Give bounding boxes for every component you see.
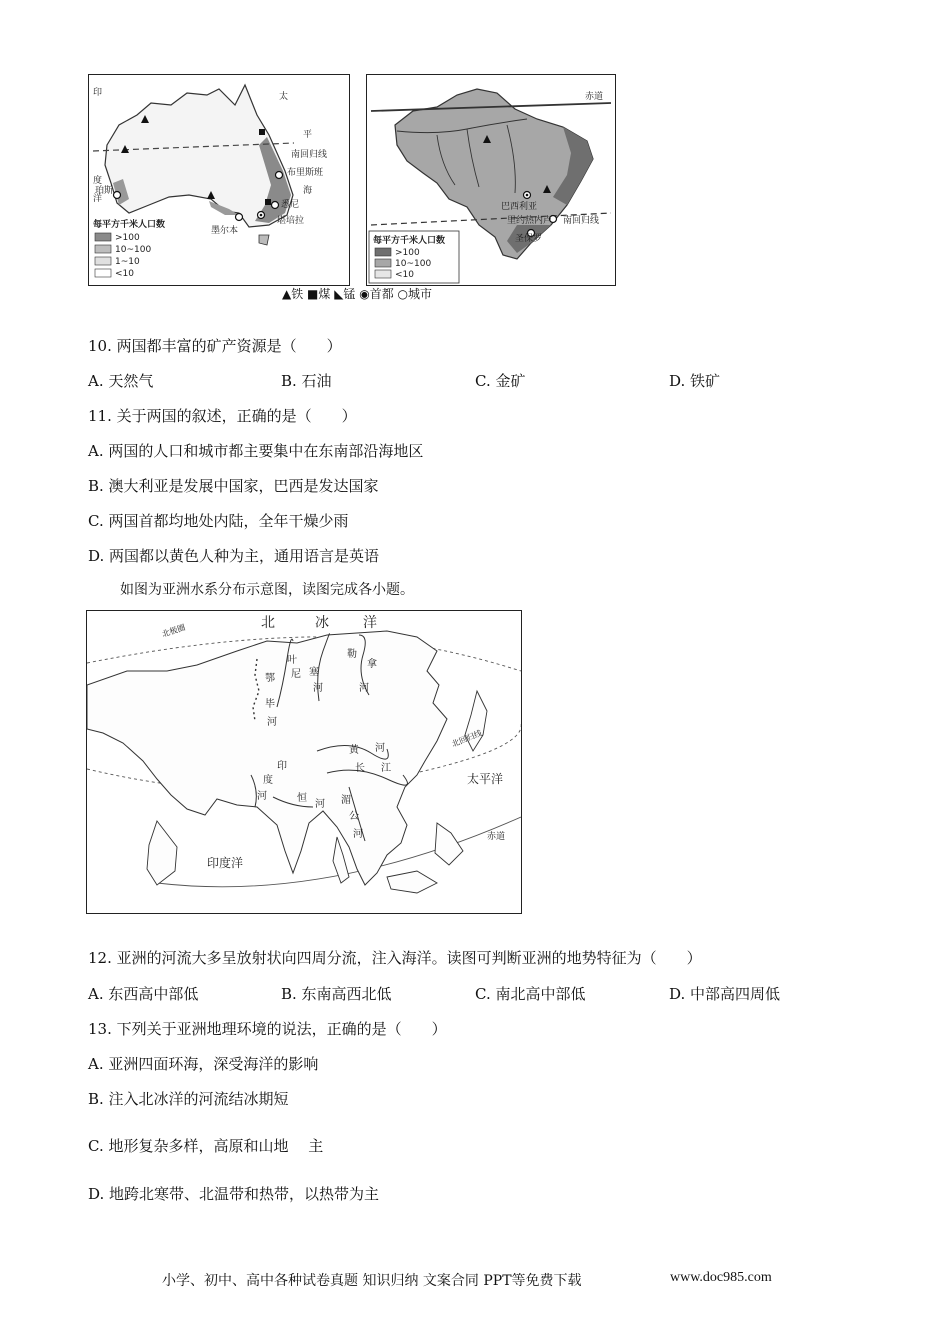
q11-option-d: D. 两国都以黄色人种为主，通用语言是英语 (88, 547, 380, 565)
label-brasilia: 巴西利亚 (501, 202, 538, 212)
q13-option-a: A. 亚洲四面环海，深受海洋的影响 (88, 1055, 319, 1073)
label-equator-asia: 赤道 (487, 832, 506, 842)
label-ob-e: 鄂 (265, 673, 275, 684)
label-brisbane: 布里斯班 (287, 168, 324, 178)
label-yin: 印 (93, 88, 103, 98)
label-huang: 黄 (349, 745, 359, 756)
figure1-symbol-legend: ▲铁 ■煤 ◣锰 ◉首都 ○城市 (282, 287, 432, 301)
br-legend-title: 每平方千米人口数 (373, 236, 446, 246)
q10-option-b: B. 石油 (281, 372, 332, 390)
label-ping: 平 (303, 130, 313, 140)
q13-option-b: B. 注入北冰洋的河流结冰期短 (88, 1090, 289, 1108)
label-indus-he: 河 (257, 791, 267, 802)
label-yenisei-he: 河 (313, 683, 323, 694)
label-le: 勒 (347, 649, 357, 660)
br-legend-3: <10 (395, 270, 414, 280)
brazil-map-drawing (367, 75, 615, 285)
label-ob-he: 河 (267, 717, 277, 728)
q10-option-d: D. 铁矿 (669, 372, 721, 390)
label-tropic-au: 南回归线 (291, 150, 328, 160)
q12-option-d: D. 中部高四周低 (669, 985, 781, 1003)
label-canberra: 堪培拉 (277, 216, 305, 226)
label-rio: 里约热内卢 (507, 216, 553, 226)
q12-option-b: B. 东南高西北低 (281, 985, 392, 1003)
australia-map (88, 74, 350, 286)
brazil-map (366, 74, 616, 286)
label-na: 拿 (367, 659, 377, 670)
q13-option-d: D. 地跨北寒带、北温带和热带，以热带为主 (88, 1185, 380, 1203)
label-ni: 尼 (291, 669, 301, 680)
footer-text: 小学、初中、高中各种试卷真题 知识归纳 文案合同 PPT等免费下载 (162, 1273, 582, 1289)
au-legend-2: 10~100 (115, 245, 152, 255)
label-yin: 印 (277, 761, 287, 772)
label-yang: 洋 (93, 194, 103, 204)
footer-link[interactable]: www.doc985.com (670, 1270, 772, 1285)
label-ganges-he: 河 (315, 799, 325, 810)
label-sai: 塞 (309, 667, 319, 678)
q10-option-a: A. 天然气 (88, 372, 154, 390)
q12-stem: 12. 亚洲的河流大多呈放射状向四周分流，注入海洋。读图可判断亚洲的地势特征为（ ） (88, 949, 702, 967)
label-arctic-circle: 北极圈 (160, 622, 187, 639)
au-legend-1: >100 (115, 233, 140, 243)
label-perth: 珀斯 (95, 186, 114, 196)
figure2-intro: 如图为亚洲水系分布示意图，读图完成各小题。 (120, 582, 414, 598)
q10-option-c: C. 金矿 (475, 372, 526, 390)
q11-stem: 11. 关于两国的叙述，正确的是（ ） (88, 407, 357, 425)
br-legend-1: >100 (395, 248, 420, 258)
q11-option-a: A. 两国的人口和城市都主要集中在东南部沿海地区 (88, 442, 424, 460)
au-legend-title: 每平方千米人口数 (93, 220, 166, 230)
label-bing: 冰 (315, 615, 329, 631)
q10-stem: 10. 两国都丰富的矿产资源是（ ） (88, 337, 342, 355)
q12-option-c: C. 南北高中部低 (475, 985, 586, 1003)
label-yang-north: 洋 (363, 615, 377, 631)
au-legend-4: <10 (115, 269, 134, 279)
label-mekong-he: 河 (353, 829, 363, 840)
label-equator-br: 赤道 (585, 92, 604, 102)
label-chang: 长 (355, 763, 365, 774)
label-mei: 湄 (341, 795, 351, 806)
australia-map-drawing (89, 75, 349, 285)
label-ye: 叶 (287, 655, 297, 666)
br-legend-2: 10~100 (395, 259, 432, 269)
label-tropic-asia: 北回归线 (450, 728, 484, 749)
label-hai: 海 (303, 186, 313, 196)
label-du: 度 (263, 775, 273, 786)
label-tropic-br: 南回归线 (563, 216, 600, 226)
label-heng: 恒 (297, 793, 307, 804)
label-huang-he: 河 (375, 743, 385, 754)
label-indian-ocean: 印度洋 (207, 856, 244, 870)
label-sydney: 悉尼 (281, 200, 300, 210)
q13-option-c: C. 地形复杂多样，高原和山地 主 (88, 1137, 324, 1155)
asia-river-map (86, 610, 522, 914)
label-bei: 北 (261, 615, 275, 631)
label-pacific: 太平洋 (467, 772, 504, 786)
q11-option-c: C. 两国首都均地处内陆，全年干燥少雨 (88, 512, 349, 530)
label-du: 度 (93, 176, 103, 186)
asia-river-map-drawing (87, 611, 521, 913)
label-tai: 太 (279, 92, 289, 102)
q11-option-b: B. 澳大利亚是发展中国家，巴西是发达国家 (88, 477, 379, 495)
q12-option-a: A. 东西高中部低 (88, 985, 199, 1003)
label-ob-bi: 毕 (265, 699, 275, 710)
label-lena-he: 河 (359, 683, 369, 694)
label-gong: 公 (349, 811, 359, 822)
q13-stem: 13. 下列关于亚洲地理环境的说法，正确的是（ ） (88, 1020, 447, 1038)
label-jiang: 江 (381, 763, 391, 774)
au-legend-3: 1~10 (115, 257, 140, 267)
label-saopaulo: 圣保罗 (515, 234, 543, 244)
label-melbourne: 墨尔本 (211, 226, 239, 236)
